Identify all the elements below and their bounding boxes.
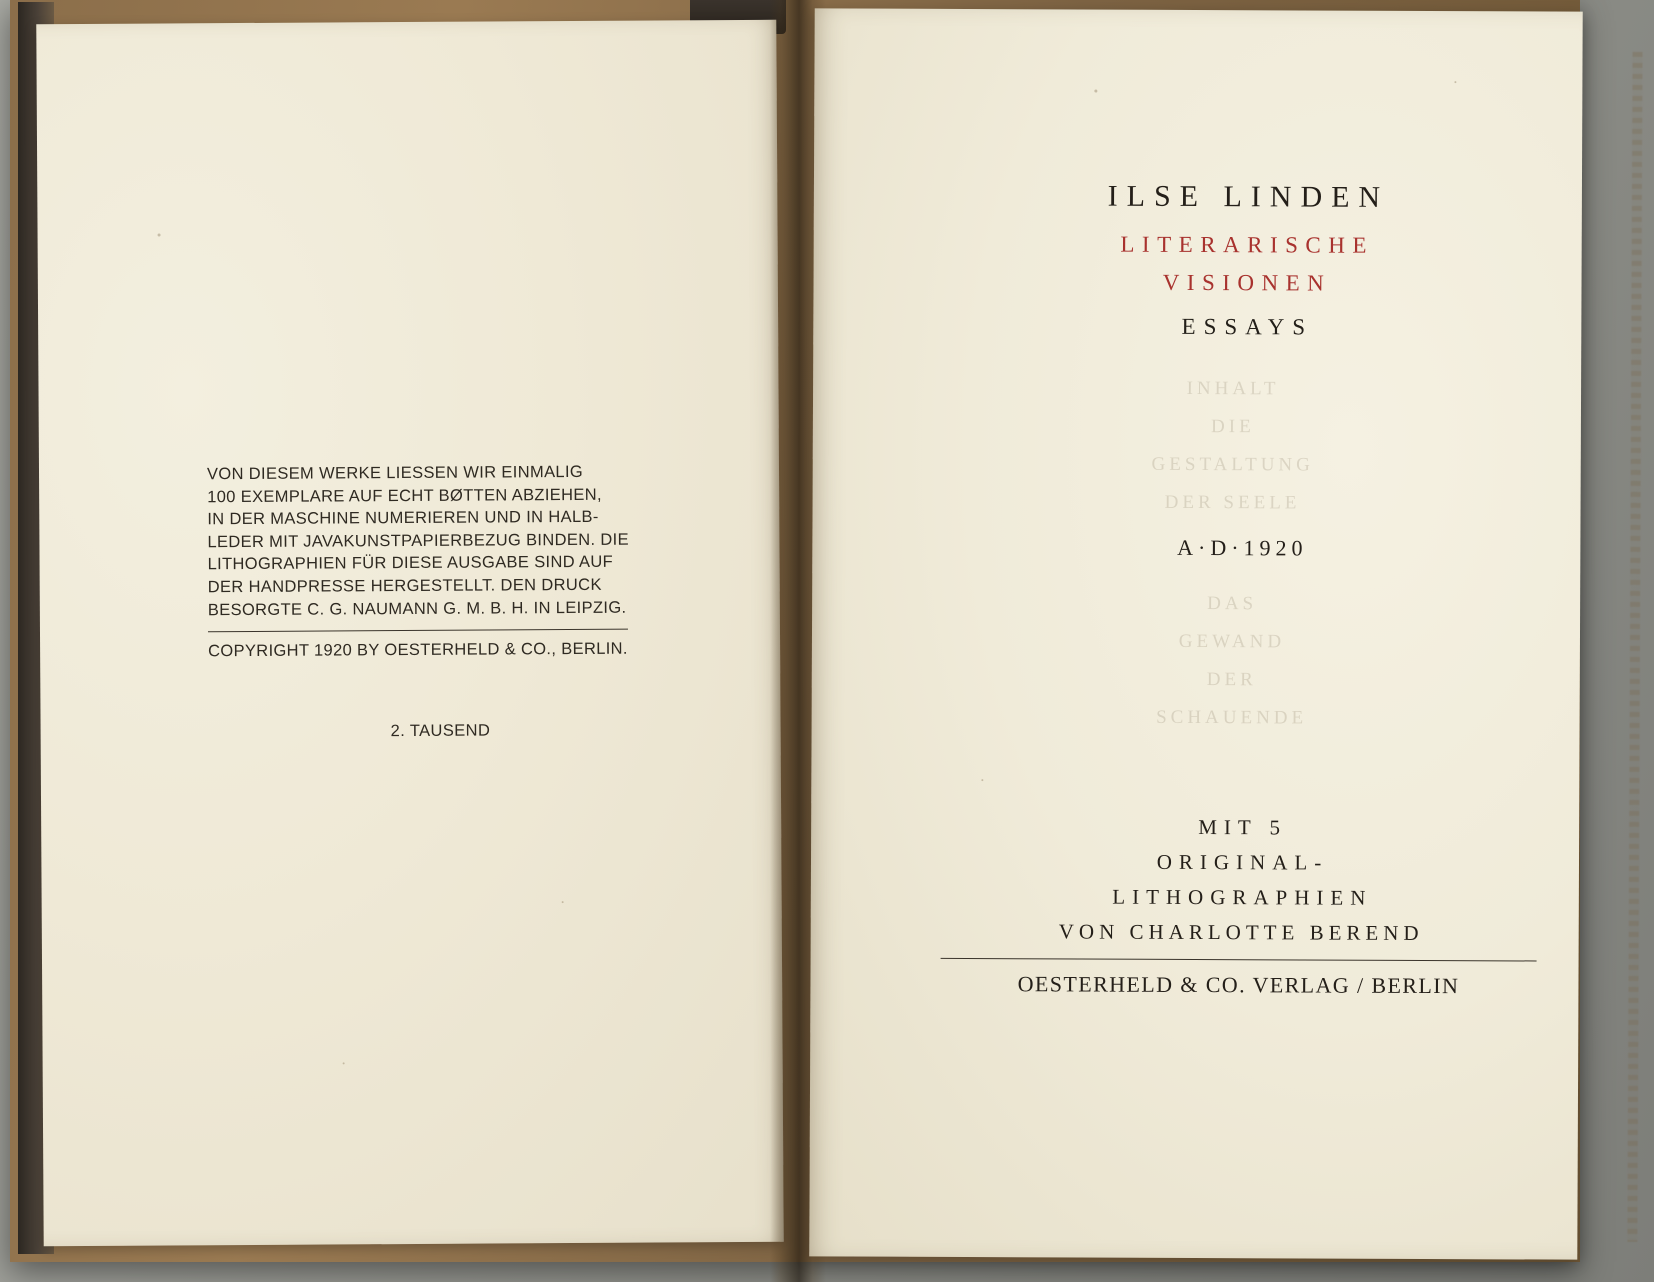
imprint-line-2: ORIGINAL-	[1156, 849, 1329, 875]
left-page	[36, 20, 783, 1246]
imprint-line-4: VON CHARLOTTE BEREND	[1058, 919, 1424, 945]
colophon-line: IN DER MASCHINE NUMERIEREN UND IN HALB-	[207, 508, 599, 529]
showthrough-line: DER SEELE	[1164, 491, 1301, 514]
paper-speck	[343, 1062, 345, 1064]
colophon-text	[207, 461, 628, 622]
paper-speck	[981, 779, 983, 781]
book-title-line-2: VISIONEN	[1162, 269, 1332, 296]
page-showthrough-lower	[972, 584, 1493, 738]
edition-statement: 2. TAUSEND	[390, 721, 491, 741]
paper-speck	[562, 901, 564, 903]
colophon-line: DER HANDPRESSE HERGESTELLT. DEN DRUCK	[207, 575, 602, 597]
colophon-line: VON DIESEM WERKE LIESSEN WIR EINMALIG	[206, 462, 584, 484]
colophon-block	[207, 461, 628, 662]
colophon-line: 100 EXEMPLARE AUF ECHT BØTTEN ABZIEHEN,	[207, 485, 603, 506]
genre-label: ESSAYS	[1181, 313, 1314, 340]
showthrough-line: DIE	[1211, 416, 1255, 438]
horizontal-rule	[208, 629, 628, 633]
title-block	[943, 179, 1544, 342]
showthrough-line: GEWAND	[1178, 630, 1286, 653]
colophon-line: LITHOGRAPHIEN FÜR DIESE AUSGABE SIND AUF	[207, 553, 614, 574]
imprint-line-1: MIT 5	[1198, 815, 1288, 840]
book-title-line-1: LITERARISCHE	[1120, 231, 1375, 258]
author-name: ILSE LINDEN	[1107, 179, 1390, 214]
paper-speck	[1454, 81, 1456, 83]
colophon-line: LEDER MIT JAVAKUNSTPAPIERBEZUG BINDEN. DIE	[207, 530, 629, 552]
publisher-name: OESTERHELD & CO. VERLAG / BERLIN	[1017, 971, 1460, 999]
copyright-line: COPYRIGHT 1920 BY OESTERHELD & CO., BERLIN.	[208, 639, 628, 661]
colophon-line: BESORGTE C. G. NAUMANN G. M. B. H. IN LEIPZIG.	[207, 598, 627, 619]
paper-speck	[158, 234, 161, 237]
publication-year: A·D·1920	[1177, 534, 1308, 561]
showthrough-line: DAS	[1207, 593, 1258, 615]
paper-speck	[1094, 90, 1097, 93]
imprint-line-3: LITHOGRAPHIEN	[1112, 884, 1373, 910]
right-page	[809, 8, 1582, 1259]
showthrough-line: GESTALTUNG	[1151, 453, 1314, 476]
imprint-block	[928, 814, 1549, 1000]
horizontal-rule	[941, 958, 1536, 962]
page-showthrough	[972, 369, 1493, 523]
showthrough-line: SCHAUENDE	[1156, 706, 1308, 729]
showthrough-line: INHALT	[1186, 377, 1280, 400]
showthrough-line: DER	[1206, 669, 1257, 691]
